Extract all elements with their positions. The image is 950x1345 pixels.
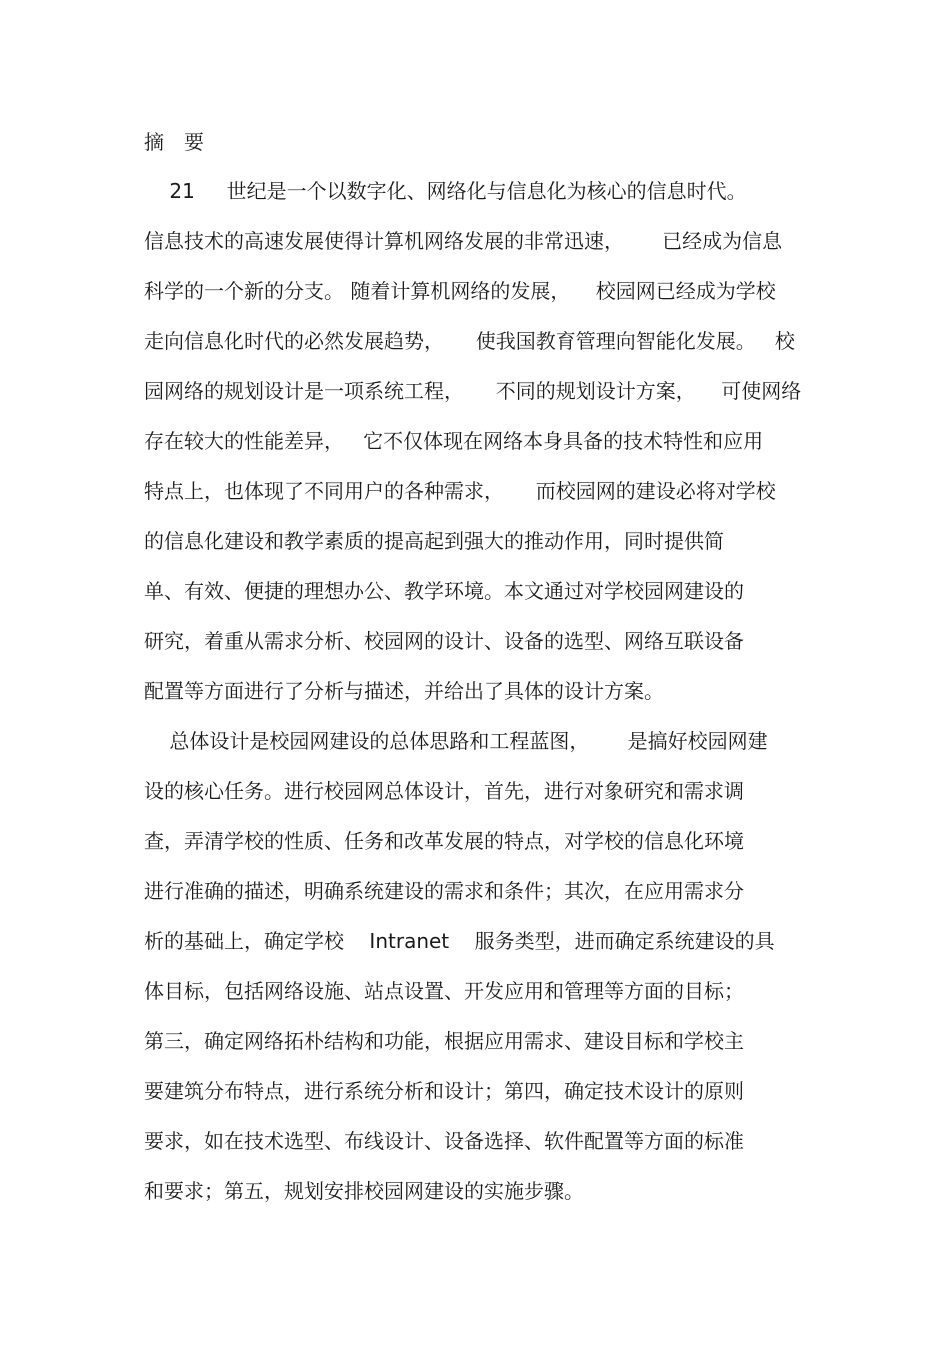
text-line: 信息技术的高速发展使得计算机网络发展的非常迅速， 已经成为信息 <box>144 229 783 253</box>
text-line: 总体设计是校园网建设的总体思路和工程蓝图， 是搞好校园网建 <box>144 729 768 753</box>
text-line: 进行准确的描述，明确系统建设的需求和条件；其次，在应用需求分 <box>144 879 744 903</box>
text-line: 要建筑分布特点，进行系统分析和设计；第四，确定技术设计的原则 <box>144 1079 744 1103</box>
text-line: 设的核心任务。进行校园网总体设计，首先，进行对象研究和需求调 <box>144 779 744 803</box>
text-line: 析的基础上，确定学校 Intranet 服务类型，进而确定系统建设的具 <box>144 929 775 953</box>
text-line: 存在较大的性能差异， 它不仅体现在网络本身具备的技术特性和应用 <box>144 429 764 453</box>
text-line: 体目标，包括网络设施、站点设置、开发应用和管理等方面的目标； <box>144 979 744 1003</box>
abstract-body <box>144 176 824 1226</box>
text-line: 走向信息化时代的必然发展趋势， 使我国教育管理向智能化发展。 校 <box>144 329 795 353</box>
text-line: 第三，确定网络拓朴结构和功能，根据应用需求、建设目标和学校主 <box>144 1029 744 1053</box>
text-line: 研究，着重从需求分析、校园网的设计、设备的选型、网络互联设备 <box>144 629 744 653</box>
abstract-heading: 摘 要 <box>144 130 204 154</box>
text-line: 和要求；第五，规划安排校园网建设的实施步骤。 <box>144 1179 584 1203</box>
text-line: 的信息化建设和教学素质的提高起到强大的推动作用，同时提供简 <box>144 529 724 553</box>
text-line: 园网络的规划设计是一项系统工程， 不同的规划设计方案， 可使网络 <box>144 379 802 403</box>
text-line: 要求，如在技术选型、布线设计、设备选择、软件配置等方面的标准 <box>144 1129 744 1153</box>
text-line: 科学的一个新的分支。 随着计算机网络的发展， 校园网已经成为学校 <box>144 279 776 303</box>
text-line: 21 世纪是一个以数字化、网络化与信息化为核心的信息时代。 <box>144 179 747 203</box>
text-line: 查，弄清学校的性质、任务和改革发展的特点，对学校的信息化环境 <box>144 829 744 853</box>
text-line: 配置等方面进行了分析与描述，并给出了具体的设计方案。 <box>144 679 664 703</box>
text-line: 特点上，也体现了不同用户的各种需求， 而校园网的建设必将对学校 <box>144 479 776 503</box>
text-line: 单、有效、便捷的理想办公、教学环境。本文通过对学校园网建设的 <box>144 579 744 603</box>
